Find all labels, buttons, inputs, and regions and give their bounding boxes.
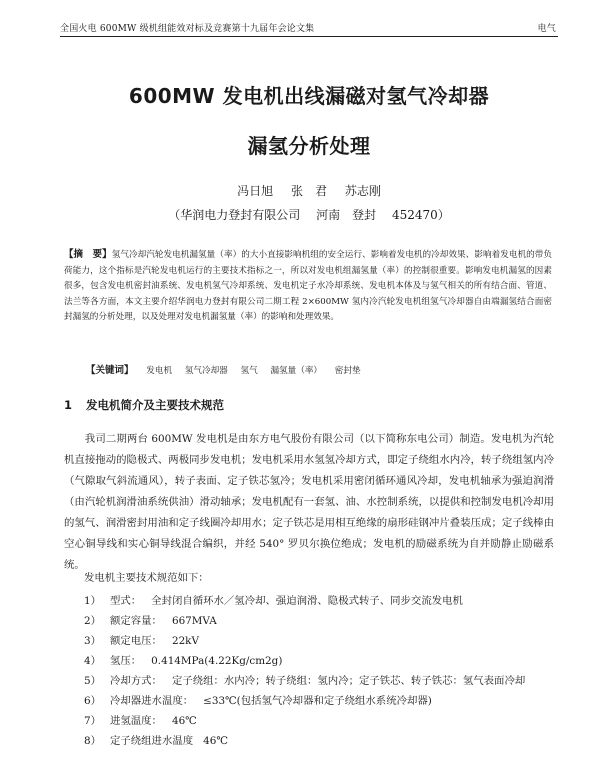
spec-label: 额定容量： bbox=[110, 615, 162, 627]
abstract bbox=[64, 247, 552, 326]
abstract-text: 氢气冷却汽轮发电机漏氢量（率）的大小直接影响机组的安全运行、影响着发电机的冷却效果、影响着发电机的带负荷能力，这个指标是汽轮发电机运行的主要技术指标之一，所以对发电机组漏氢量（率）的控制很重要。影响发电机漏氢的因素很多，包含发电机密封油系统、发电机氢气冷却系统、发电机定子水冷却系统、发电机本体及与氢气相关的所有结合面、管道、法兰等各方面，本文主要介绍华润电力登封有限公司二期工程 2×600MW 氢内冷汽轮发电机组氢气冷却器自由端漏氢结合面密封漏氢的分析处理，以及处理对发电机漏氢量（率）的影响和处理效果。 bbox=[64, 250, 552, 323]
spec-item bbox=[84, 611, 525, 631]
spec-item bbox=[84, 651, 525, 671]
author-list bbox=[60, 182, 558, 199]
spec-number: 3） bbox=[84, 635, 102, 647]
keywords bbox=[86, 362, 556, 376]
affiliation-place: 河南 登封 bbox=[316, 208, 377, 222]
section-title: 发电机简介及主要技术规范 bbox=[86, 398, 225, 412]
paper-title-line-2: 漏氢分析处理 bbox=[247, 134, 371, 158]
section-number: 1 bbox=[64, 398, 73, 412]
abstract-label: 【摘 要】 bbox=[64, 249, 112, 260]
affiliation-postcode: 452470） bbox=[391, 208, 450, 222]
spec-number: 7） bbox=[84, 715, 102, 727]
spec-label: 定子绕组进水温度 bbox=[110, 735, 194, 747]
spec-label: 冷却方式： bbox=[110, 675, 162, 687]
spec-value: 22kV bbox=[171, 635, 199, 647]
spec-item bbox=[84, 591, 525, 611]
spec-number: 1） bbox=[84, 595, 102, 607]
paper-title-line-1: 600MW 发电机出线漏磁对氢气冷却器 bbox=[128, 84, 490, 108]
spec-value: 46℃ bbox=[203, 735, 228, 747]
keyword: 氢气 bbox=[240, 366, 258, 376]
author: 张 君 bbox=[290, 184, 327, 198]
affiliation-org: （华润电力登封有限公司 bbox=[168, 208, 301, 222]
spec-value: 全封闭自循环水／氢冷却、强迫润滑、隐极式转子、同步交流发电机 bbox=[151, 595, 463, 607]
keyword: 发电机 bbox=[146, 366, 173, 376]
affiliation bbox=[60, 206, 558, 223]
spec-number: 2） bbox=[84, 615, 102, 627]
spec-item bbox=[84, 691, 525, 711]
author: 冯日旭 bbox=[237, 184, 274, 198]
spec-number: 5） bbox=[84, 675, 102, 687]
proceedings-title: 全国火电 600MW 级机组能效对标及竞赛第十九届年会论文集 bbox=[60, 24, 315, 34]
body-paragraph: 我司二期两台 600MW 发电机是由东方电气股份有限公司（以下简称东电公司）制造。发电机为汽轮机直接拖动的隐极式、两极同步发电机；发电机采用水氢氢冷却方式，即定子绕组水内冷，转子绕组氢内冷（气隙取气斜流通风），转子表面、定子铁芯氢冷；发电机采用密闭循环通风冷却，发电机轴承为强迫润滑（由汽轮机润滑油系统供油）滑动轴承；发电机配有一套氢、油、水控制系统，以提供和控制发电机冷却用的氢气、润滑密封用油和定子线圈冷却用水；定子铁芯是用相互绝缘的扇形硅钢冲片叠装压成；定子线棒由空心铜导线和实心铜导线混合编织，并经 540° 罗贝尔换位绝成；发电机的励磁系统为自并励静止励磁系统。 bbox=[64, 433, 554, 571]
specs-intro: 发电机主要技术规范如下： bbox=[84, 572, 209, 584]
spec-number: 4） bbox=[84, 655, 102, 667]
spec-value: 0.414MPa(4.22Kg/cm2g) bbox=[151, 655, 283, 667]
spec-item bbox=[84, 711, 525, 731]
spec-label: 型式： bbox=[110, 595, 142, 607]
section-label: 电气 bbox=[537, 24, 556, 34]
keywords-label: 【关键词】 bbox=[86, 365, 134, 376]
keyword: 密封垫 bbox=[334, 366, 361, 376]
author: 苏志刚 bbox=[344, 184, 381, 198]
spec-item bbox=[84, 671, 525, 691]
spec-label: 进氢温度： bbox=[110, 715, 162, 727]
spec-item bbox=[84, 731, 525, 751]
spec-value: 定子绕组：水内冷；转子绕组：氢内冷；定子铁芯、转子铁芯：氢气表面冷却 bbox=[171, 675, 526, 687]
spec-item bbox=[84, 631, 525, 651]
header-rule bbox=[60, 36, 558, 37]
spec-value: 667MVA bbox=[171, 615, 217, 627]
spec-label: 氢压： bbox=[110, 655, 142, 667]
spec-list bbox=[84, 591, 525, 751]
spec-value: 46℃ bbox=[171, 715, 197, 727]
spec-label: 冷却器进水温度： bbox=[110, 695, 194, 707]
section-heading bbox=[64, 397, 224, 413]
running-header bbox=[60, 21, 556, 34]
keyword: 漏氢量（率） bbox=[270, 366, 323, 376]
spec-label: 额定电压： bbox=[110, 635, 162, 647]
spec-value: ≤33℃(包括氢气冷却器和定子绕组水系统冷却器) bbox=[203, 695, 432, 707]
keyword: 氢气冷却器 bbox=[184, 366, 228, 376]
spec-number: 6） bbox=[84, 695, 102, 707]
spec-number: 8） bbox=[84, 735, 102, 747]
